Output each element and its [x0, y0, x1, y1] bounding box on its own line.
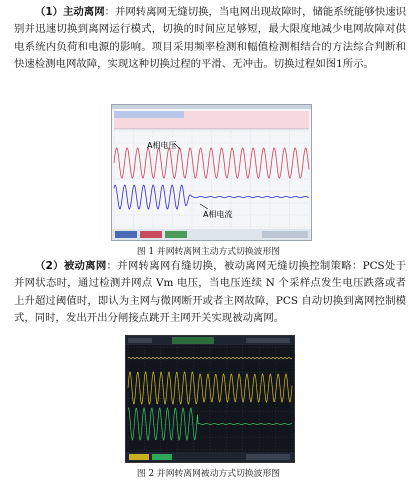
green-channel-trace — [128, 408, 292, 440]
paragraph-passive-islanding — [14, 258, 406, 328]
figure-2-waveform-plot — [126, 336, 294, 462]
figure-2-oscilloscope — [125, 335, 295, 463]
heading-passive-islanding: （2）被动离网 — [35, 260, 107, 272]
figure-1-oscilloscope — [111, 104, 312, 241]
figure-2-caption: 图 2 并网转离网被动方式切换波形图 — [136, 469, 281, 479]
label-phase-a-current: A相电流 — [203, 210, 233, 219]
heading-active-islanding: （1）主动离网 — [35, 6, 105, 18]
paragraph-active-islanding-text: ：并网转离网无缝切换，当电网出现故障时，储能系统能够快速识别并迅速切换到离网运行模式，切换的时间应足够短，最大限度地减少电网故障对供电系统内负荷和电源的影响。项目采用频率检测和幅值检测相结合的方法综合判断和快速检测电网故障，实现这种切换过程的平滑、无冲击。切换过程如图1所示。 — [14, 6, 406, 71]
paragraph-passive-islanding-text: ：并网转离网有缝切换，被动离网无缝切换控制策略：PCS处于并网状态时，通过检测并网点 Vm 电压，当电压连续 N 个采样点发生电压跌落或者上升超过阈值时，即认为主网与微网断开或者主网故障，PCS 自动切换到离网控制模式，同时，发出开出分闸接点跳开主网开关实现被动离网。 — [14, 260, 406, 325]
figure-1-waveform-plot — [112, 105, 311, 240]
top-status-trace — [128, 357, 292, 358]
yellow-channel-trace — [128, 372, 292, 404]
figure-1-caption: 图 1 并网转离网主动方式切换波形图 — [136, 247, 281, 257]
paragraph-active-islanding — [14, 4, 406, 74]
label-phase-a-voltage: A相电压 — [147, 141, 177, 150]
current-label-arrow — [200, 204, 208, 209]
